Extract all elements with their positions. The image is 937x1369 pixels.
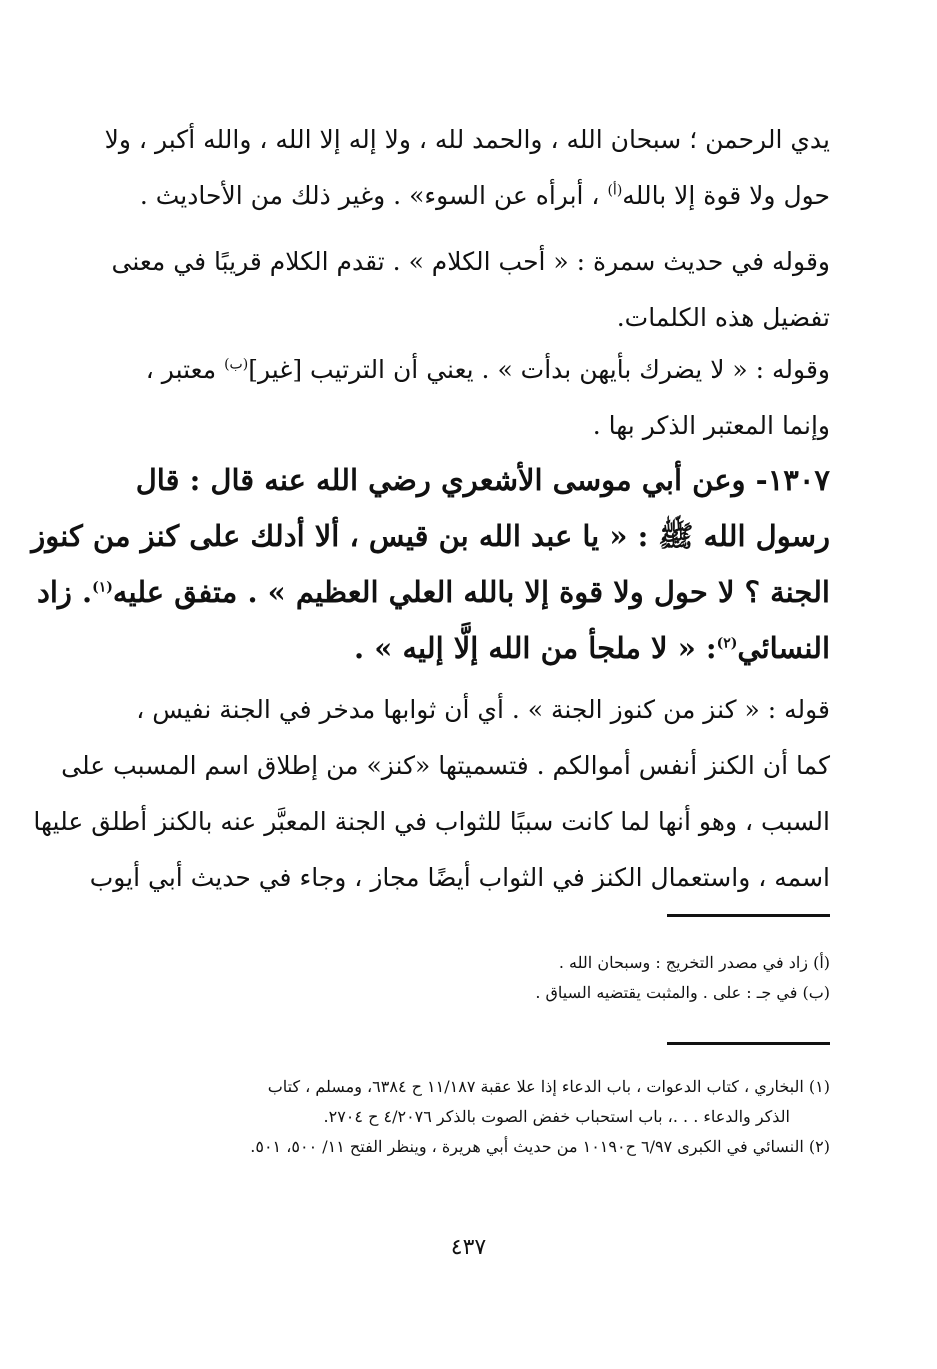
- number-footnotes: [163, 1072, 830, 1162]
- footnote-divider: [667, 914, 830, 917]
- footnote-divider: [667, 1042, 830, 1045]
- paragraph-line: السبب ، وهو أنها لما كانت سببًا للثواب في الجنة المعبَّر عنه بالكنز أطلق عليها: [33, 807, 830, 836]
- paragraph-line: حول ولا قوة إلا بالله$^{(أ)}$ ، أبرأه عن السوء» . وغير ذلك من الأحاديث .: [139, 181, 830, 210]
- footnote-marker: (١): [92, 579, 113, 596]
- footnote-line: (٢) النسائي في الكبرى ٦/٩٧ ح١٠١٩٠ من حديث أبي هريرة ، وينظر الفتح ١١/ ٥٠٠، ٥٠١.: [250, 1137, 830, 1156]
- paragraph-line: كما أن الكنز أنفس أموالكم . فتسميتها «كنز» من إطلاق اسم المسبب على: [61, 751, 830, 780]
- footnote-line: الذكر والدعاء . . .، باب استحباب خفض الصوت بالذكر ٤/٢٠٧٦ ح ٢٧٠٤.: [323, 1107, 790, 1126]
- paragraph-line: وإنما المعتبر الذكر بها .: [592, 411, 830, 440]
- footnote-marker: (ب): [224, 356, 249, 373]
- paragraph-line: تفضيل هذه الكلمات.: [616, 303, 830, 332]
- paragraph-4: [33, 682, 830, 906]
- paragraph-3: [145, 342, 830, 454]
- page-number: ٤٣٧: [450, 1235, 487, 1260]
- hadith-line: رسول الله ﷺ : « يا عبد الله بن قيس ، ألا أدلك على كنز من كنوز: [31, 519, 830, 553]
- hadith-1307: [31, 452, 830, 676]
- footnote-marker: (أ): [607, 182, 623, 199]
- footnote-line: (أ) زاد في مصدر التخريج : وسبحان الله .: [558, 953, 830, 972]
- paragraph-line: يدي الرحمن ؛ سبحان الله ، والحمد لله ، ولا إله إلا الله ، والله أكبر ، ولا: [104, 125, 830, 154]
- paragraph-1: [104, 112, 830, 224]
- footnote-line: (ب) في جـ : على . والمثبت يقتضيه السياق .: [535, 983, 830, 1002]
- paragraph-2: [111, 234, 830, 346]
- letter-footnotes: [163, 948, 830, 1008]
- paragraph-line: اسمه ، واستعمال الكنز في الثواب أيضًا مجاز ، وجاء في حديث أبي أيوب: [89, 863, 830, 892]
- footnote-line: (١) البخاري ، كتاب الدعوات ، باب الدعاء إذا علا عقبة ١١/١٨٧ ح ٦٣٨٤، ومسلم ، كتاب: [267, 1077, 830, 1096]
- hadith-line: ١٣٠٧- وعن أبي موسى الأشعري رضي الله عنه قال : قال: [135, 463, 830, 497]
- hadith-line: الجنة ؟ لا حول ولا قوة إلا بالله العلي العظيم » . متفق عليه$^{(١)}$. زاد: [36, 575, 830, 609]
- paragraph-line: وقوله : « لا يضرك بأيهن بدأت » . يعني أن الترتيب [غير]$^{(ب)}$ معتبر ،: [145, 355, 830, 384]
- paragraph-line: قوله : « كنز من كنوز الجنة » . أي أن ثوابها مدخر في الجنة نفيس ،: [136, 695, 830, 724]
- hadith-line: النسائي$^{(٢)}$: « لا ملجأ من الله إلَّا إليه » .: [354, 631, 830, 665]
- footnote-marker: (٢): [716, 635, 738, 652]
- paragraph-line: وقوله في حديث سمرة : « أحب الكلام » . تقدم الكلام قريبًا في معنى: [111, 247, 830, 276]
